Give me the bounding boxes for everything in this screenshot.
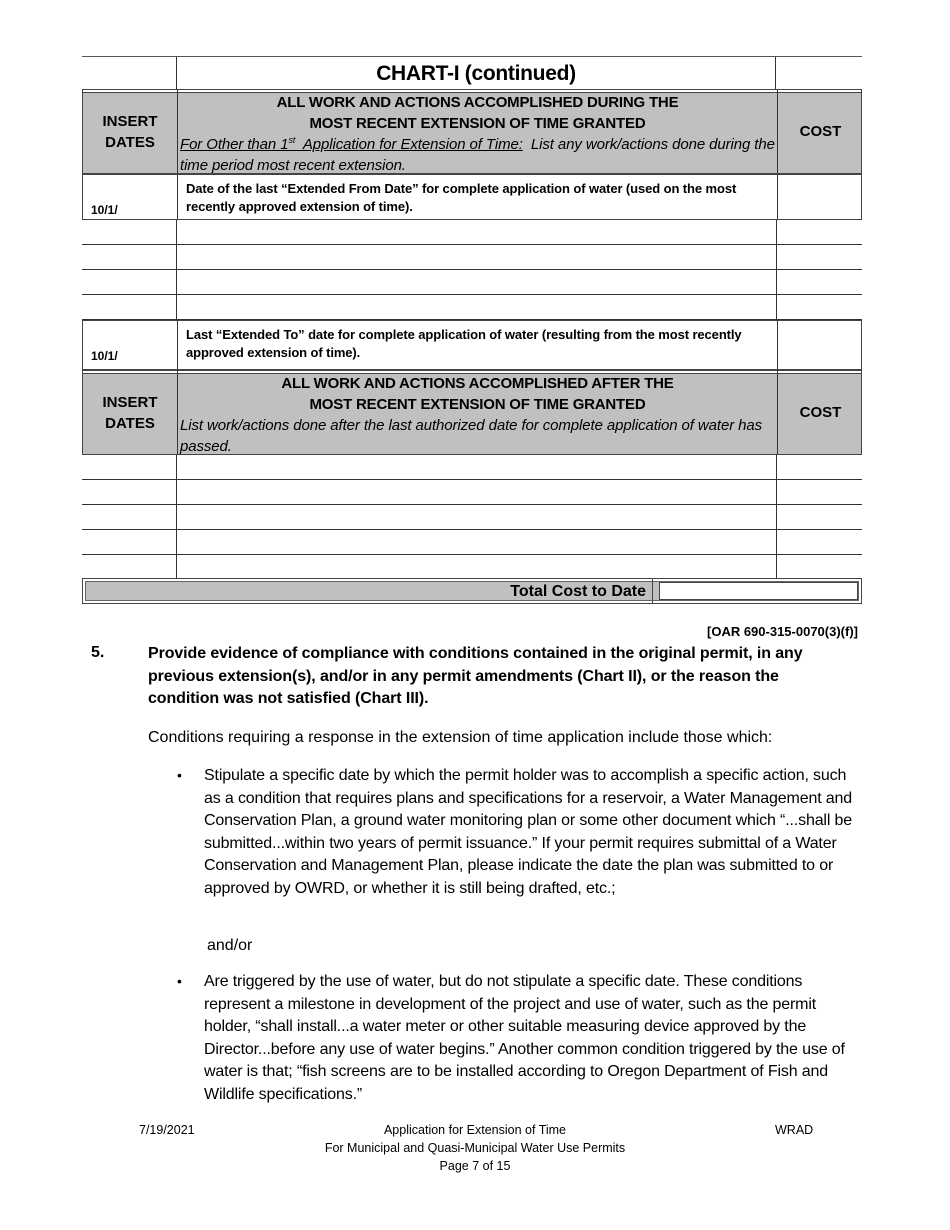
total-cost-label: Total Cost to Date	[510, 579, 653, 603]
work-cell[interactable]	[176, 555, 776, 578]
insert-dates-l2: DATES	[105, 414, 155, 432]
extended-to-row	[82, 320, 862, 370]
extended-to-date[interactable]: 10/1/	[91, 349, 118, 363]
section1-instruction	[180, 134, 779, 176]
section2-row-5	[82, 555, 862, 578]
date-cell[interactable]	[82, 505, 176, 529]
section1-heading-cell	[177, 90, 777, 173]
insert-dates-l1: INSERT	[102, 112, 158, 130]
instruction-underlined-post: Application for Extension of Time:	[295, 136, 523, 153]
instruction-sup: st	[288, 135, 296, 145]
insert-dates-l1: INSERT	[102, 393, 158, 411]
cost-cell[interactable]	[776, 220, 862, 244]
cost-cell[interactable]	[776, 270, 862, 294]
date-cell[interactable]	[82, 270, 176, 294]
title-spacer-right	[776, 57, 862, 89]
section1-heading-l2: MOST RECENT EXTENSION OF TIME GRANTED	[309, 115, 646, 132]
footer-page-number: Page 7 of 15	[439, 1159, 511, 1173]
section2-row-2	[82, 480, 862, 505]
date-cell[interactable]	[82, 455, 176, 479]
cost-cell[interactable]	[776, 295, 862, 319]
cost-header	[777, 90, 863, 173]
bullet-icon: •	[177, 767, 182, 783]
chart-title: CHART-I (continued)	[176, 57, 776, 89]
section2-row-3	[82, 505, 862, 530]
section2-header-row	[82, 370, 862, 455]
section1-row-2	[82, 245, 862, 270]
extended-from-cost[interactable]	[777, 175, 863, 219]
and-or-connector: and/or	[207, 937, 253, 954]
cost-cell[interactable]	[776, 245, 862, 269]
cost-header-label: COST	[799, 404, 842, 421]
title-spacer-left	[82, 57, 176, 89]
footer-date: 7/19/2021	[139, 1123, 195, 1137]
condition-bullet-2: Are triggered by the use of water, but do not stipulate a specific date. These conditions represent a milestone in development of the project and use of water, such as the permit holder, “shall install...a water meter or other suitable measuring device approved by the Director...before any use of water begins.” Another common condition triggered by the use of water is that; “fish screens are to be installed according to Oregon Department of Fish and Wildlife specifications.”	[204, 973, 845, 1103]
extended-from-description: Date of the last “Extended From Date” for complete application of water (used on the most recently approved extension of time).	[177, 175, 777, 219]
section2-heading-cell	[177, 371, 777, 454]
date-cell[interactable]	[82, 480, 176, 504]
oar-citation: [OAR 690-315-0070(3)(f)]	[707, 624, 858, 639]
cost-cell[interactable]	[776, 455, 862, 479]
extended-to-description: Last “Extended To” date for complete application of water (resulting from the most recently approved extension of time).	[177, 321, 777, 369]
cost-cell[interactable]	[776, 480, 862, 504]
section1-heading-l1: ALL WORK AND ACTIONS ACCOMPLISHED DURING THE	[276, 94, 679, 111]
work-cell[interactable]	[176, 480, 776, 504]
cost-cell[interactable]	[776, 505, 862, 529]
footer-title-l1: Application for Extension of Time	[383, 1123, 567, 1137]
question-text: Provide evidence of compliance with conditions contained in the original permit, in any previous extension(s), and/or in any permit amendments (Chart II), or the reason the condition was not satisfied (Chart III).	[148, 645, 803, 707]
date-cell[interactable]	[82, 555, 176, 578]
date-cell[interactable]	[82, 530, 176, 554]
extended-from-row	[82, 174, 862, 220]
work-cell[interactable]	[176, 505, 776, 529]
section2-row-1	[82, 455, 862, 480]
section2-heading-l2: MOST RECENT EXTENSION OF TIME GRANTED	[309, 396, 646, 413]
work-cell[interactable]	[176, 295, 776, 319]
section2-row-4	[82, 530, 862, 555]
section1-row-3	[82, 270, 862, 295]
cost-cell[interactable]	[776, 530, 862, 554]
insert-dates-l2: DATES	[105, 133, 155, 151]
instruction-rest: List any work/actions done during the time period most recent extension.	[180, 136, 779, 174]
cost-header-label: COST	[799, 123, 842, 140]
insert-dates-header	[83, 90, 177, 173]
question-intro: Conditions requiring a response in the extension of time application include those which:	[148, 729, 773, 746]
work-cell[interactable]	[176, 530, 776, 554]
section1-row-4	[82, 295, 862, 320]
date-cell[interactable]	[82, 220, 176, 244]
total-cost-row	[82, 578, 862, 604]
question-number: 5.	[91, 644, 105, 661]
work-cell[interactable]	[176, 220, 776, 244]
total-cost-value[interactable]	[659, 582, 858, 600]
date-cell[interactable]	[82, 295, 176, 319]
instruction-underlined-pre: For Other than 1	[180, 136, 289, 153]
section1-row-1	[82, 220, 862, 245]
insert-dates-header-2	[83, 371, 177, 454]
footer-division: WRAD	[775, 1123, 814, 1137]
date-cell[interactable]	[82, 245, 176, 269]
work-cell[interactable]	[176, 270, 776, 294]
footer-title-l2: For Municipal and Quasi-Municipal Water Use Permits	[324, 1141, 626, 1155]
bullet-icon: •	[177, 973, 182, 989]
work-cell[interactable]	[176, 245, 776, 269]
extended-from-date[interactable]: 10/1/	[91, 203, 118, 217]
section2-heading-l1: ALL WORK AND ACTIONS ACCOMPLISHED AFTER THE	[281, 375, 674, 392]
work-cell[interactable]	[176, 455, 776, 479]
section1-header-row	[82, 89, 862, 174]
cost-header-2	[777, 371, 863, 454]
cost-cell[interactable]	[776, 555, 862, 578]
extended-to-cost[interactable]	[777, 321, 863, 369]
condition-bullet-1: Stipulate a specific date by which the permit holder was to accomplish a specific action, such as a condition that requires plans and specifications for a reservoir, a Water Management and Conservation Plan, a ground water monitoring plan or some other document which “...shall be submitted...within two years of permit issuance.” If your permit requires submittal of a Water Conservation and Management Plan, please indicate the date the plan was submitted to or approved by OWRD, or whether it is still being drafted, etc.;	[204, 767, 853, 897]
chart-title-row	[82, 56, 862, 89]
section2-instruction: List work/actions done after the last authorized date for complete application of water has passed.	[180, 417, 763, 455]
